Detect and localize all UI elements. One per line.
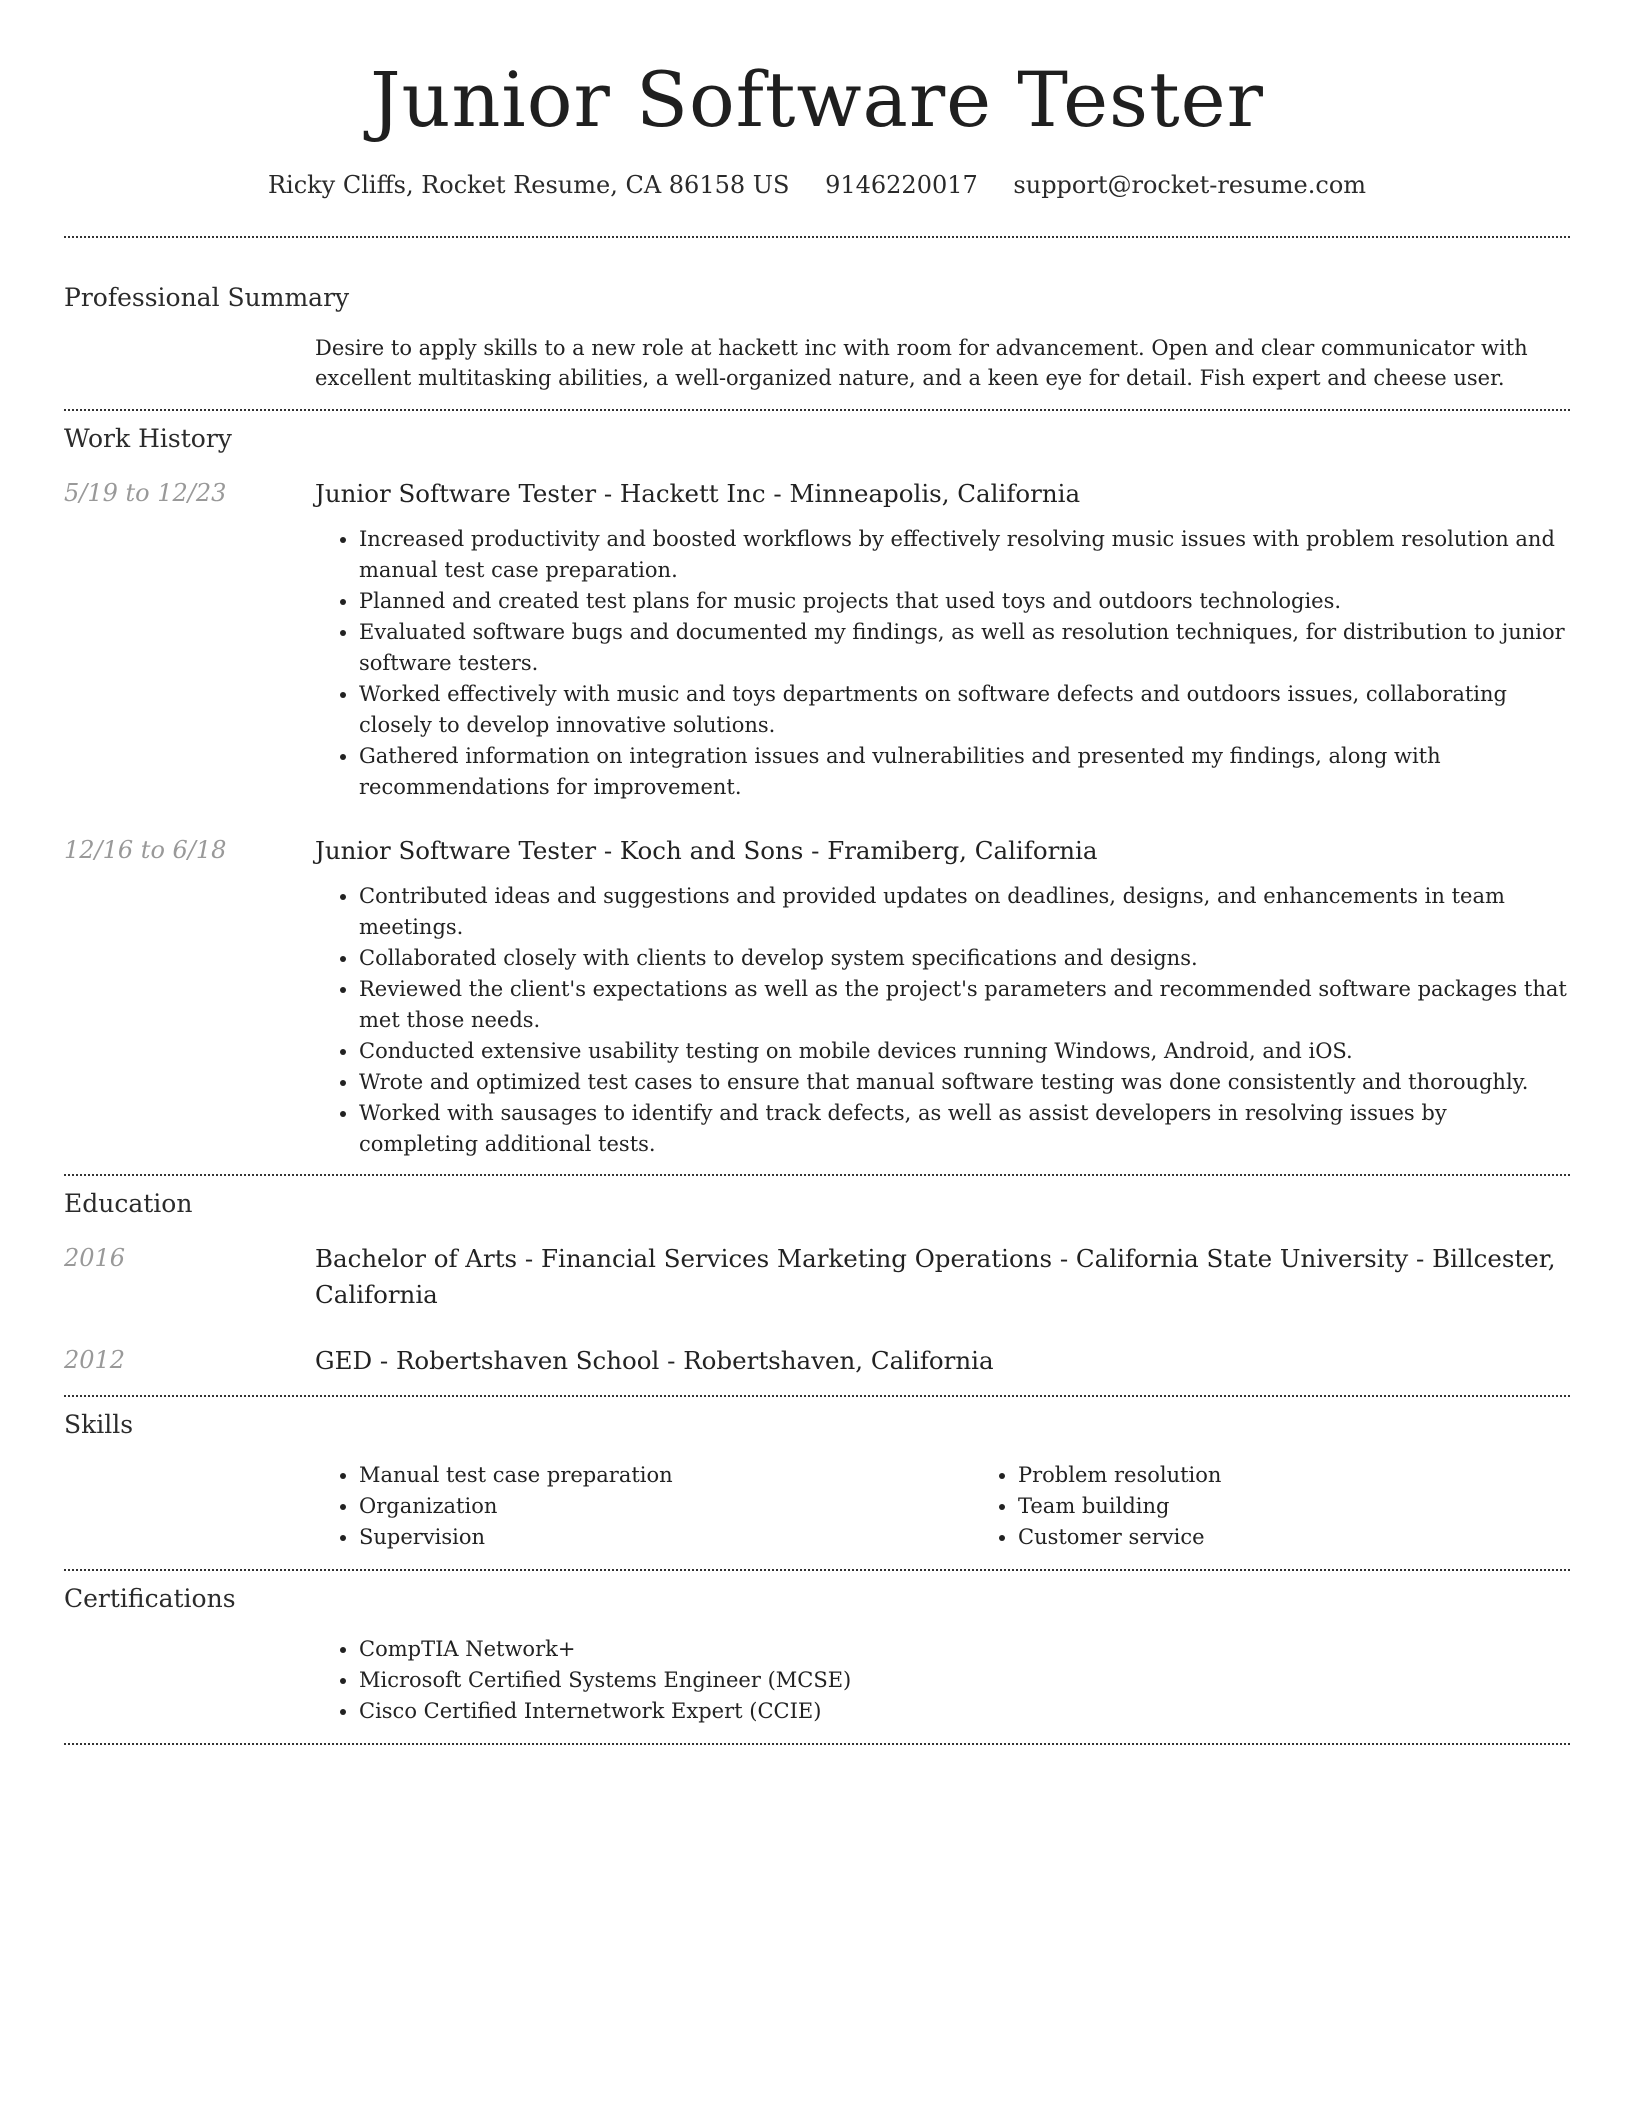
education-year: 2016 [64, 1244, 126, 1272]
section-title-work-history: Work History [64, 424, 232, 453]
skill-item: • Team building [1018, 1491, 1632, 1522]
section-title-summary: Professional Summary [64, 283, 350, 312]
divider [64, 236, 1570, 238]
certification-item: • CompTIA Network+ [359, 1634, 1570, 1665]
skill-item: • Organization [359, 1491, 974, 1522]
contact-line [64, 168, 1570, 202]
education-entry [64, 1343, 1570, 1379]
skills-section [64, 1408, 1570, 1553]
list-item: • Worked effectively with music and toys departments on software defects and outdoors issues, collaborating closely to develop innovative solutions. [359, 679, 1570, 741]
resume-page [64, 0, 1570, 1745]
list-item: • Worked with sausages to identify and track defects, as well as assist developers in resolving issues by completing additional tests. [359, 1098, 1570, 1160]
skill-item: • Manual test case preparation [359, 1460, 974, 1491]
education-heading: Bachelor of Arts - Financial Services Marketing Operations - California State University - Billcester, California [315, 1244, 1556, 1309]
job-dates: 5/19 to 12/23 [64, 479, 227, 507]
list-item: • Collaborated closely with clients to develop system specifications and designs. [359, 943, 1570, 974]
job-bullets [315, 881, 1570, 1160]
list-item: • Contributed ideas and suggestions and provided updates on deadlines, designs, and enhancements in team meetings. [359, 881, 1570, 943]
list-item: • Gathered information on integration issues and vulnerabilities and presented my findings, along with recommendations for improvement. [359, 741, 1570, 803]
education-heading: GED - Robertshaven School - Robertshaven, California [315, 1346, 994, 1375]
list-item: • Evaluated software bugs and documented my findings, as well as resolution techniques, for distribution to junior software testers. [359, 617, 1570, 679]
job-dates: 12/16 to 6/18 [64, 836, 227, 864]
list-item: • Reviewed the client's expectations as well as the project's parameters and recommended software packages that met those needs. [359, 974, 1570, 1036]
list-item: • Planned and created test plans for music projects that used toys and outdoors technologies. [359, 586, 1570, 617]
summary-text: Desire to apply skills to a new role at hackett inc with room for advancement. Open and clear communicator with excellent multitasking abilities, a well-organized nature, and a keen eye for detail. Fish expert and cheese user. [315, 336, 1528, 390]
job-entry [64, 833, 1570, 1160]
divider [64, 1174, 1570, 1176]
certification-item: • Cisco Certified Internetwork Expert (CCIE) [359, 1696, 1570, 1727]
work-history-section [64, 422, 1570, 1160]
job-heading: Junior Software Tester - Hackett Inc - Minneapolis, California [315, 479, 1081, 508]
skills-list-right [974, 1460, 1632, 1553]
contact-phone: 9146220017 [825, 171, 978, 199]
contact-email: support@rocket-resume.com [1013, 171, 1367, 199]
section-title-certifications: Certifications [64, 1584, 236, 1613]
job-entry [64, 476, 1570, 803]
divider [64, 1743, 1570, 1745]
skill-item: • Problem resolution [1018, 1460, 1632, 1491]
divider [64, 409, 1570, 411]
summary-section [64, 281, 1570, 393]
list-item: • Increased productivity and boosted workflows by effectively resolving music issues with problem resolution and manual test case preparation. [359, 524, 1570, 586]
section-title-skills: Skills [64, 1410, 134, 1439]
skill-item: • Supervision [359, 1522, 974, 1553]
job-bullets [315, 524, 1570, 803]
certifications-list [315, 1634, 1570, 1727]
list-item: • Wrote and optimized test cases to ensure that manual software testing was done consistently and thoroughly. [359, 1067, 1570, 1098]
education-year: 2012 [64, 1346, 126, 1374]
divider [64, 1569, 1570, 1571]
certification-item: • Microsoft Certified Systems Engineer (MCSE) [359, 1665, 1570, 1696]
certifications-section [64, 1582, 1570, 1727]
skills-grid [315, 1460, 1632, 1553]
skill-item: • Customer service [1018, 1522, 1632, 1553]
section-title-education: Education [64, 1189, 193, 1218]
list-item: • Conducted extensive usability testing on mobile devices running Windows, Android, and iOS. [359, 1036, 1570, 1067]
education-section [64, 1187, 1570, 1379]
divider [64, 1395, 1570, 1397]
education-entry [64, 1241, 1570, 1313]
job-heading: Junior Software Tester - Koch and Sons - Framiberg, California [315, 836, 1098, 865]
skills-list-left [315, 1460, 974, 1553]
resume-name-title: Junior Software Tester [370, 55, 1264, 144]
contact-address: Ricky Cliffs, Rocket Resume, CA 86158 US [267, 171, 790, 199]
